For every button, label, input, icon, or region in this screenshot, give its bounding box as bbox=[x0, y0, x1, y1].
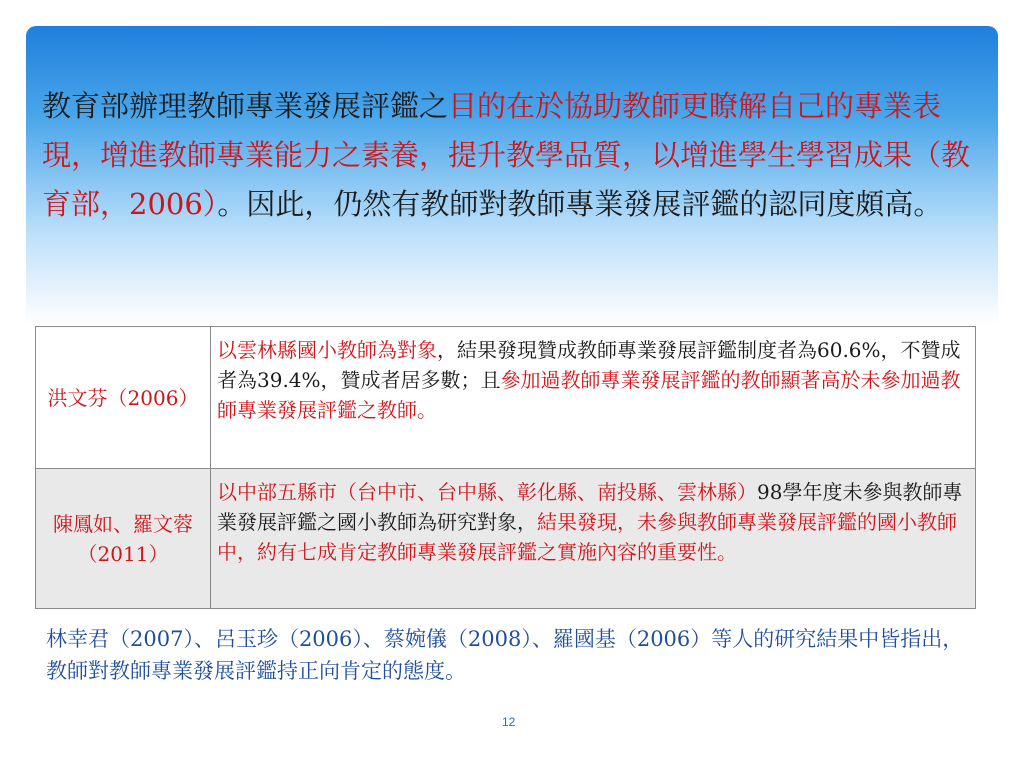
finding-cell bbox=[211, 469, 976, 609]
finding-cell bbox=[211, 327, 976, 469]
intro-text-1: 教育部辦理教師專業發展評鑑之 bbox=[42, 89, 449, 123]
finding-text: ，結果發現贊成教師專業發展評鑑制度者為60.6%，不贊成者為39.4%，贊成者居多數；且 bbox=[217, 338, 961, 392]
intro-text-highlight: 目的在於協助教師更瞭解自己的專業表現，增進教師專業能力之素養，提升教學品質，以增進學生學習成果（教育部，2006） bbox=[42, 89, 971, 221]
table-row bbox=[36, 469, 976, 609]
intro-paragraph bbox=[42, 82, 972, 229]
author-cell: 陳鳳如、羅文蓉（2011） bbox=[36, 469, 211, 609]
research-table bbox=[35, 326, 976, 609]
author-cell: 洪文芬（2006） bbox=[36, 327, 211, 469]
summary-paragraph: 林幸君（2007）、呂玉珍（2006）、蔡婉儀（2008）、羅國基（2006）等人的研究結果中皆指出，教師對教師專業發展評鑑持正向肯定的態度。 bbox=[46, 627, 964, 683]
finding-highlight: 參加過教師專業發展評鑑的教師顯著高於未參加過教師專業發展評鑑之教師。 bbox=[217, 368, 961, 422]
finding-highlight: 以雲林縣國小教師為對象 bbox=[217, 338, 437, 362]
finding-highlight: 以中部五縣市（台中市、台中縣、彰化縣、南投縣、雲林縣） bbox=[217, 480, 757, 504]
table-row bbox=[36, 327, 976, 469]
finding-text: 98學年度未參與教師專業發展評鑑之國小教師為研究對象， bbox=[217, 480, 963, 534]
page-number: 12 bbox=[502, 715, 516, 729]
intro-text-2: 。因此，仍然有教師對教師專業發展評鑑的認同度頗高。 bbox=[217, 187, 943, 221]
finding-highlight: 結果發現，未參與教師專業發展評鑑的國小教師中，約有七成肯定教師專業發展評鑑之實施內容的重要性。 bbox=[217, 510, 957, 564]
